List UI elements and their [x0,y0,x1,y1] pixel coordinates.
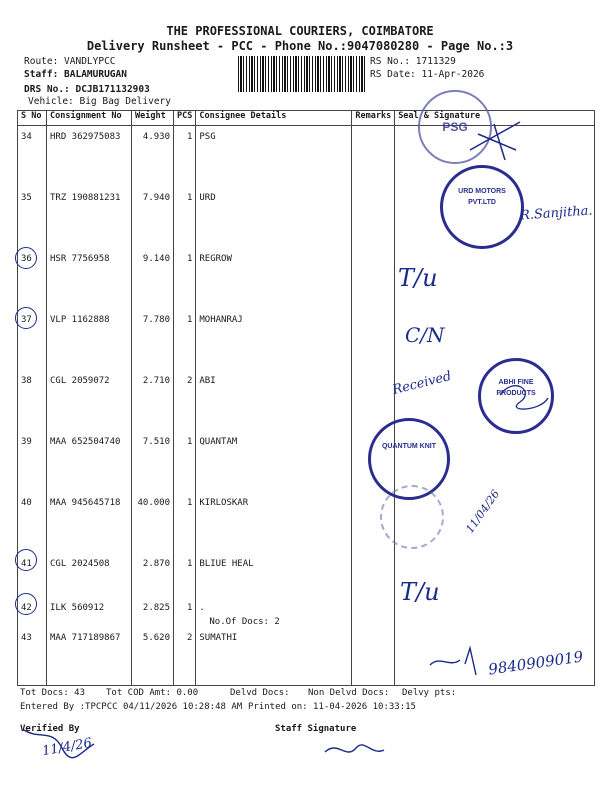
rs-number: RS No.: 1711329 [370,56,456,67]
cell-consignee-text: . [199,602,205,613]
cell-pcs-text: 1 [186,253,193,264]
route-label: Route: VANDLYPCC [24,56,116,67]
cell-sno-text: 38 [21,375,32,386]
cell-pcs-text: 2 [186,375,193,386]
handwritten-tu-2: T/u [400,578,440,606]
cell-sno-text: 35 [21,192,32,203]
abi-fine-products-stamp: ABHI FINE PRODUCTS [478,358,554,434]
cell-consignee-text: SUMATHI [199,632,238,643]
cell-weight-text: 9.140 [142,253,170,264]
cell-consignment-text: VLP 1162888 [50,314,110,325]
rs-date: RS Date: 11-Apr-2026 [370,69,485,80]
cell-consignee-text: PSG [199,132,216,142]
cell-consignee-text: REGROW [199,253,232,264]
col-remarks: Remarks [352,111,395,126]
cell-weight-text: 40.000 [137,497,170,508]
cell-consignment-text: CGL 2024508 [50,558,110,569]
cell-sno-text: 42 [21,602,32,613]
cell-consignment-text: ILK 560912 [50,602,105,613]
cell-consignee-text: BLIUE HEAL [199,558,254,569]
cell-consignment-text: MAA 945645718 [50,497,121,508]
cell-weight-text: 2.710 [142,375,170,386]
col-consignment: Consignment No [47,111,132,126]
circle-mark-41 [15,549,37,571]
cell-sno-text: 39 [21,436,32,447]
urd-motors-stamp: URD MOTORS PVT.LTD [440,165,524,249]
cell-sno-text: 40 [21,497,32,508]
circle-mark-42 [15,593,37,615]
cell-consignment-text: CGL 2059072 [50,375,110,386]
total-cod: Tot COD Amt: 0.00 [106,688,199,698]
cell-consignment-text: MAA 652504740 [50,436,121,447]
quantum-knit-stamp: QUANTUM KNIT [368,418,450,500]
handwritten-received: Received [391,368,453,399]
handwritten-verified-date: 11/4/26 [41,735,94,760]
cell-weight-text: 5.620 [142,632,170,643]
delivered-docs: Delvd Docs: [230,688,290,698]
docs-count-note: No.Of Docs: 2 [209,616,280,627]
cell-sno-text: 37 [21,314,32,325]
cell-pcs-text: 1 [186,132,193,142]
cell-pcs-text: 1 [186,436,193,447]
total-docs: Tot Docs: 43 [20,688,86,698]
cell-consignee-text: KIRLOSKAR [199,497,249,508]
runsheet-subtitle: Delivery Runsheet - PCC - Phone No.:9047080280 - Page No.:3 [86,39,514,53]
col-weight: Weight [132,111,174,126]
cell-consignment-text: HSR 7756958 [50,253,110,264]
verified-by-label: Verified By [20,724,80,734]
cell-consignment-text: TRZ 190881231 [50,192,121,203]
cell-consignee-text: QUANTAM [199,436,238,447]
cell-consignment-text: MAA 717189867 [50,632,121,643]
psg-stamp: PSG [418,90,492,164]
circle-mark-37 [15,307,37,329]
entered-by: Entered By :TPCPCC 04/11/2026 10:28:48 AM [20,702,243,712]
handwritten-phone: 9840909019 [487,647,585,679]
cell-consignment-text: HRD 362975083 [50,132,121,142]
cell-weight-text: 7.940 [142,192,170,203]
col-sno: S No [18,111,47,126]
cell-pcs-text: 1 [186,558,193,569]
cell-pcs-text: 1 [186,192,193,203]
cell-weight-text: 7.510 [142,436,170,447]
circle-mark-36 [15,247,37,269]
handwritten-cn: C/N [405,323,445,347]
staff-label: Staff: BALAMURUGAN [24,69,127,80]
cell-weight-text: 2.825 [142,602,170,613]
cell-pcs-text: 2 [186,632,193,643]
cell-consignee-text: URD [199,192,216,203]
cell-sno-text: 43 [21,632,32,643]
cell-weight-text: 2.870 [142,558,170,569]
company-name: THE PROFESSIONAL COURIERS, COIMBATORE [166,24,434,38]
cell-pcs-text: 1 [186,602,193,613]
cell-pcs-text: 1 [186,314,193,325]
cell-consignee-text: ABI [199,375,216,386]
staff-signature-label: Staff Signature [275,724,357,734]
non-delivered-docs: Non Delvd Docs: [308,688,390,698]
cell-sno-text: 36 [21,253,32,264]
col-pcs: PCS [174,111,196,126]
cell-consignee-text: MOHANRAJ [199,314,243,325]
handwritten-signature-sanjitha: R.Sanjitha. [519,203,594,224]
drs-number: DRS No.: DCJB171132903 [24,84,150,95]
cell-weight-text: 4.930 [142,132,170,142]
printed-on: Printed on: 11-04-2026 10:33:15 [248,702,416,712]
vehicle-label: Vehicle: Big Bag Delivery [28,96,171,107]
col-seal: Seal & Signature [395,111,595,126]
handwritten-date-1: 11/04/26 [463,487,503,536]
handwritten-tu-1: T/u [398,264,438,292]
col-consignee: Consignee Details [196,111,352,126]
cell-weight-text: 7.780 [142,314,170,325]
cell-sno-text: 34 [21,132,32,142]
cell-sno-text: 41 [21,558,32,569]
delivery-points: Delvy pts: [402,688,457,698]
cell-pcs-text: 1 [186,497,193,508]
